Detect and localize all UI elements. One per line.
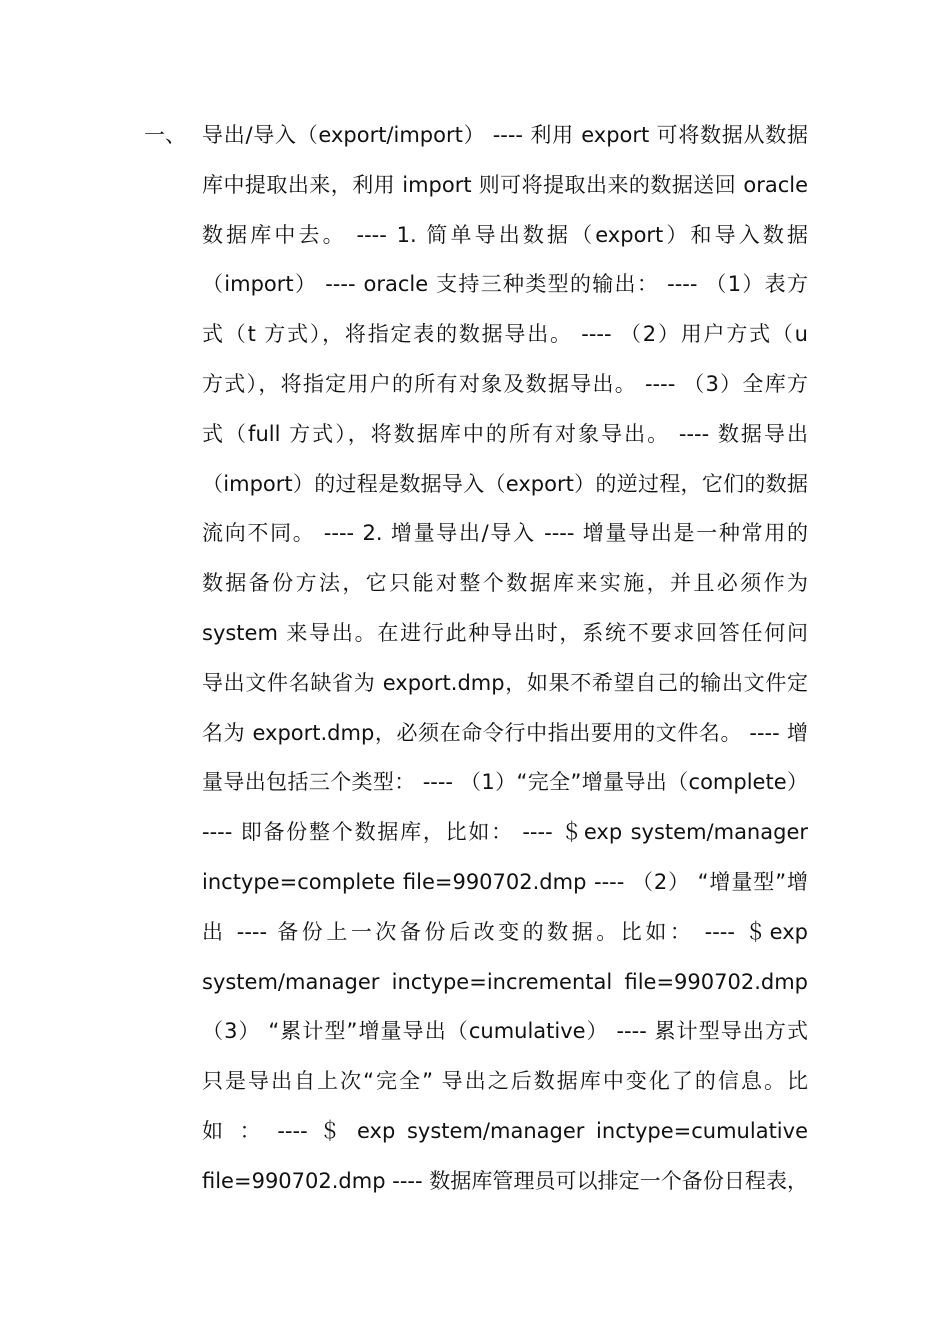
text-line <box>202 1013 808 1063</box>
text-line <box>202 864 808 914</box>
paragraph-body <box>202 117 808 1213</box>
text-line <box>202 1163 808 1213</box>
text-line <box>202 167 808 217</box>
text-line-content: system/manager inctype=incremental file=990702.dmp <box>202 969 808 994</box>
text-line <box>202 565 808 615</box>
text-line-content: 只是导出自上次“完全” 导出之后数据库中变化了的信息。比 <box>202 1069 808 1094</box>
text-line-content: file=990702.dmp ---- 数据库管理员可以排定一个备份日程表， <box>202 1168 808 1193</box>
text-line <box>202 715 808 765</box>
text-line-content: 量导出包括三个类型： ---- （1）“完全”增量导出（complete） <box>202 770 808 795</box>
text-line-content: 导出/导入（export/import） ---- 利用 export 可将数据从数据 <box>202 123 808 147</box>
text-line-content: 导出文件名缺省为 export.dmp，如果不希望自己的输出文件定 <box>202 670 808 695</box>
text-line <box>202 1113 808 1163</box>
text-line <box>202 515 808 565</box>
text-line-content: 式（t 方式），将指定表的数据导出。 ---- （2）用户方式（u <box>202 322 808 347</box>
text-line-content: 流向不同。 ---- 2. 增量导出/导入 ---- 增量导出是一种常用的 <box>202 521 808 546</box>
text-line-content: （import）的过程是数据导入（export）的逆过程，它们的数据 <box>202 471 808 496</box>
text-line-content: （3） “累计型”增量导出（cumulative） ---- 累计型导出方式 <box>202 1019 808 1044</box>
text-line-content: （import） ---- oracle 支持三种类型的输出： ---- （1）表方 <box>202 272 808 297</box>
text-line-content: 库中提取出来，利用 import 则可将提取出来的数据送回 oracle <box>202 172 808 197</box>
list-item-marker: 一、 <box>144 123 186 147</box>
text-line <box>202 914 808 964</box>
text-line <box>202 615 808 665</box>
text-line <box>202 117 808 167</box>
text-line <box>202 266 808 316</box>
text-line-content: 如 ： ---- ＄ exp system/manager inctype=cumulative <box>202 1118 808 1143</box>
text-line <box>202 665 808 715</box>
text-line-content: 出 ---- 备份上一次备份后改变的数据。比如： ---- ＄exp <box>202 919 808 944</box>
text-line <box>202 814 808 864</box>
text-line-content: 名为 export.dmp，必须在命令行中指出要用的文件名。 ---- 增 <box>202 720 808 745</box>
text-line-content: 数据库中去。 ---- 1. 简单导出数据（export）和导入数据 <box>202 222 808 247</box>
text-line <box>202 466 808 516</box>
text-line-content: ---- 即备份整个数据库，比如： ---- ＄exp system/manager <box>202 820 808 845</box>
text-line-content: 式（full 方式），将数据库中的所有对象导出。 ---- 数据导出 <box>202 421 808 446</box>
text-line <box>202 316 808 366</box>
text-line <box>202 416 808 466</box>
text-line-content: system 来导出。在进行此种导出时，系统不要求回答任何问 <box>202 620 808 645</box>
text-line-content: 方式），将指定用户的所有对象及数据导出。 ---- （3）全库方 <box>202 371 808 396</box>
text-line <box>202 366 808 416</box>
text-line <box>202 764 808 814</box>
text-line <box>202 964 808 1014</box>
text-line-content: 数据备份方法，它只能对整个数据库来实施，并且必须作为 <box>202 571 808 596</box>
text-line <box>202 1063 808 1113</box>
text-line-content: inctype=complete file=990702.dmp ---- （2） “增量型”增 <box>202 869 808 894</box>
text-line <box>202 217 808 267</box>
